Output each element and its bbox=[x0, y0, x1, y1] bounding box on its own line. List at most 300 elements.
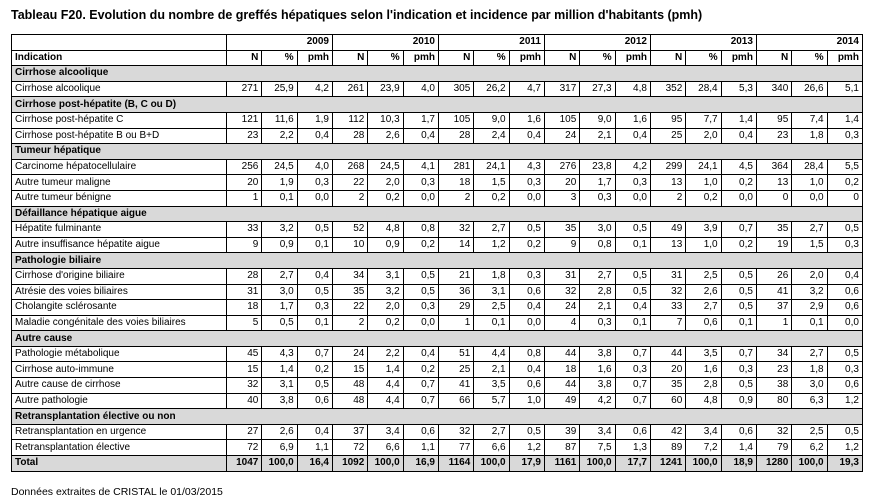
total-value: 1164 bbox=[438, 456, 473, 472]
row-value: 2,7 bbox=[580, 268, 615, 284]
row-value: 1,8 bbox=[792, 362, 827, 378]
row-value: 340 bbox=[756, 81, 791, 97]
row-value: 4,0 bbox=[403, 81, 438, 97]
row-value: 299 bbox=[650, 159, 685, 175]
header-subcol: pmh bbox=[615, 50, 650, 66]
row-value: 6,6 bbox=[474, 440, 509, 456]
row-value: 7 bbox=[650, 315, 685, 331]
row-value: 1,9 bbox=[297, 112, 332, 128]
row-value: 0,0 bbox=[827, 315, 862, 331]
table-row bbox=[12, 378, 863, 394]
row-label: Hépatite fulminante bbox=[12, 222, 227, 238]
row-value: 3 bbox=[544, 190, 579, 206]
row-value: 15 bbox=[332, 362, 367, 378]
row-value: 4,8 bbox=[615, 81, 650, 97]
header-years-row bbox=[12, 35, 863, 51]
total-value: 1161 bbox=[544, 456, 579, 472]
header-subcol: % bbox=[686, 50, 721, 66]
row-value: 9,0 bbox=[474, 112, 509, 128]
row-value: 0,9 bbox=[262, 237, 297, 253]
table-row bbox=[12, 112, 863, 128]
row-value: 305 bbox=[438, 81, 473, 97]
row-value: 0,3 bbox=[403, 300, 438, 316]
row-value: 317 bbox=[544, 81, 579, 97]
header-subcol: pmh bbox=[509, 50, 544, 66]
row-value: 20 bbox=[650, 362, 685, 378]
header-subcol: % bbox=[262, 50, 297, 66]
table-row bbox=[12, 159, 863, 175]
row-value: 0,3 bbox=[509, 268, 544, 284]
table-row bbox=[12, 346, 863, 362]
header-year: 2009 bbox=[227, 35, 333, 51]
row-value: 4,2 bbox=[580, 393, 615, 409]
row-value: 0,0 bbox=[509, 315, 544, 331]
row-value: 0,6 bbox=[686, 315, 721, 331]
row-value: 0,5 bbox=[721, 300, 756, 316]
row-value: 33 bbox=[650, 300, 685, 316]
row-value: 0,0 bbox=[297, 190, 332, 206]
row-value: 2,9 bbox=[792, 300, 827, 316]
row-value: 1,6 bbox=[580, 362, 615, 378]
row-value: 3,8 bbox=[262, 393, 297, 409]
row-value: 0,0 bbox=[792, 190, 827, 206]
row-value: 3,2 bbox=[262, 222, 297, 238]
row-value: 52 bbox=[332, 222, 367, 238]
row-value: 2,0 bbox=[792, 268, 827, 284]
row-value: 0,4 bbox=[615, 128, 650, 144]
row-value: 1,9 bbox=[262, 175, 297, 191]
row-value: 5,7 bbox=[474, 393, 509, 409]
row-value: 35 bbox=[544, 222, 579, 238]
row-value: 2,1 bbox=[474, 362, 509, 378]
group-row bbox=[12, 331, 863, 347]
row-value: 0,3 bbox=[721, 362, 756, 378]
group-row bbox=[12, 144, 863, 160]
table-row bbox=[12, 362, 863, 378]
row-value: 13 bbox=[650, 175, 685, 191]
row-value: 256 bbox=[227, 159, 262, 175]
row-value: 0,1 bbox=[615, 315, 650, 331]
row-value: 2,7 bbox=[474, 222, 509, 238]
row-value: 6,9 bbox=[262, 440, 297, 456]
total-value: 18,9 bbox=[721, 456, 756, 472]
row-value: 31 bbox=[650, 268, 685, 284]
row-value: 32 bbox=[756, 424, 791, 440]
row-value: 0,6 bbox=[403, 424, 438, 440]
row-label: Pathologie métabolique bbox=[12, 346, 227, 362]
row-value: 2,6 bbox=[262, 424, 297, 440]
row-value: 19 bbox=[756, 237, 791, 253]
row-value: 0,0 bbox=[509, 190, 544, 206]
total-value: 1047 bbox=[227, 456, 262, 472]
row-value: 1,0 bbox=[686, 175, 721, 191]
row-value: 0,2 bbox=[686, 190, 721, 206]
row-value: 25 bbox=[438, 362, 473, 378]
row-value: 32 bbox=[227, 378, 262, 394]
row-value: 7,7 bbox=[686, 112, 721, 128]
header-subcol: % bbox=[792, 50, 827, 66]
row-value: 0,5 bbox=[615, 222, 650, 238]
row-value: 60 bbox=[650, 393, 685, 409]
row-value: 49 bbox=[650, 222, 685, 238]
row-value: 3,9 bbox=[686, 222, 721, 238]
table-row bbox=[12, 284, 863, 300]
row-value: 1,2 bbox=[827, 393, 862, 409]
header-subcol: pmh bbox=[827, 50, 862, 66]
row-value: 2,5 bbox=[792, 424, 827, 440]
row-value: 0,5 bbox=[403, 284, 438, 300]
row-value: 261 bbox=[332, 81, 367, 97]
row-value: 41 bbox=[438, 378, 473, 394]
row-value: 72 bbox=[227, 440, 262, 456]
row-value: 0,5 bbox=[721, 378, 756, 394]
row-value: 1,5 bbox=[792, 237, 827, 253]
row-value: 3,5 bbox=[686, 346, 721, 362]
row-value: 32 bbox=[438, 424, 473, 440]
row-value: 0,7 bbox=[721, 346, 756, 362]
row-value: 3,1 bbox=[262, 378, 297, 394]
row-value: 23 bbox=[756, 362, 791, 378]
group-label: Cirrhose alcoolique bbox=[12, 66, 863, 82]
row-value: 0,6 bbox=[297, 393, 332, 409]
header-year: 2013 bbox=[650, 35, 756, 51]
header-subcol: N bbox=[438, 50, 473, 66]
row-value: 23,8 bbox=[580, 159, 615, 175]
row-value: 0,7 bbox=[403, 378, 438, 394]
table-row bbox=[12, 393, 863, 409]
row-value: 13 bbox=[650, 237, 685, 253]
row-value: 2,1 bbox=[580, 128, 615, 144]
row-value: 7,2 bbox=[686, 440, 721, 456]
row-value: 2,5 bbox=[474, 300, 509, 316]
row-value: 0,2 bbox=[297, 362, 332, 378]
row-value: 2,1 bbox=[580, 300, 615, 316]
row-value: 0,5 bbox=[827, 222, 862, 238]
table-row bbox=[12, 128, 863, 144]
row-value: 89 bbox=[650, 440, 685, 456]
row-value: 2,6 bbox=[368, 128, 403, 144]
row-value: 6,2 bbox=[792, 440, 827, 456]
row-label: Maladie congénitale des voies biliaires bbox=[12, 315, 227, 331]
row-value: 105 bbox=[438, 112, 473, 128]
row-value: 1,4 bbox=[721, 112, 756, 128]
table-row bbox=[12, 440, 863, 456]
row-value: 22 bbox=[332, 175, 367, 191]
total-value: 1092 bbox=[332, 456, 367, 472]
row-value: 2,4 bbox=[474, 128, 509, 144]
row-value: 1,7 bbox=[262, 300, 297, 316]
row-value: 21 bbox=[438, 268, 473, 284]
row-value: 44 bbox=[544, 346, 579, 362]
row-value: 0,3 bbox=[827, 237, 862, 253]
group-row bbox=[12, 206, 863, 222]
row-value: 2,7 bbox=[262, 268, 297, 284]
row-label: Carcinome hépatocellulaire bbox=[12, 159, 227, 175]
row-value: 4 bbox=[544, 315, 579, 331]
header-subcol: % bbox=[474, 50, 509, 66]
row-value: 28,4 bbox=[686, 81, 721, 97]
row-value: 0,5 bbox=[827, 346, 862, 362]
row-value: 0,8 bbox=[509, 346, 544, 362]
row-value: 15 bbox=[227, 362, 262, 378]
row-value: 112 bbox=[332, 112, 367, 128]
row-value: 0,6 bbox=[827, 300, 862, 316]
row-value: 0,6 bbox=[615, 424, 650, 440]
row-value: 39 bbox=[544, 424, 579, 440]
total-value: 16,4 bbox=[297, 456, 332, 472]
row-value: 27,3 bbox=[580, 81, 615, 97]
row-value: 35 bbox=[650, 378, 685, 394]
total-label: Total bbox=[12, 456, 227, 472]
row-value: 0,7 bbox=[615, 378, 650, 394]
row-value: 0,3 bbox=[827, 362, 862, 378]
row-value: 22 bbox=[332, 300, 367, 316]
row-value: 3,8 bbox=[580, 378, 615, 394]
table-row bbox=[12, 81, 863, 97]
header-subcol: pmh bbox=[721, 50, 756, 66]
indications-table bbox=[11, 34, 863, 472]
group-row bbox=[12, 66, 863, 82]
row-value: 0,1 bbox=[792, 315, 827, 331]
row-value: 0,2 bbox=[368, 190, 403, 206]
row-value: 0,2 bbox=[509, 237, 544, 253]
row-value: 0,7 bbox=[721, 222, 756, 238]
row-value: 23 bbox=[227, 128, 262, 144]
row-value: 0,5 bbox=[403, 268, 438, 284]
row-value: 9 bbox=[544, 237, 579, 253]
row-value: 26,2 bbox=[474, 81, 509, 97]
row-value: 0,7 bbox=[615, 346, 650, 362]
header-year: 2012 bbox=[544, 35, 650, 51]
row-value: 0,6 bbox=[721, 424, 756, 440]
row-label: Retransplantation en urgence bbox=[12, 424, 227, 440]
row-value: 0,3 bbox=[580, 315, 615, 331]
row-value: 0,6 bbox=[509, 284, 544, 300]
row-value: 0,5 bbox=[509, 424, 544, 440]
row-value: 26,6 bbox=[792, 81, 827, 97]
row-value: 0,3 bbox=[403, 175, 438, 191]
row-value: 0,4 bbox=[297, 128, 332, 144]
row-value: 51 bbox=[438, 346, 473, 362]
row-value: 1,6 bbox=[686, 362, 721, 378]
total-value: 1241 bbox=[650, 456, 685, 472]
row-value: 28 bbox=[227, 268, 262, 284]
row-label: Autre tumeur maligne bbox=[12, 175, 227, 191]
row-value: 3,8 bbox=[580, 346, 615, 362]
row-label: Atrésie des voies biliaires bbox=[12, 284, 227, 300]
row-value: 40 bbox=[227, 393, 262, 409]
row-value: 42 bbox=[650, 424, 685, 440]
row-value: 0,4 bbox=[403, 128, 438, 144]
header-subcol: % bbox=[580, 50, 615, 66]
row-value: 0,4 bbox=[509, 300, 544, 316]
row-value: 1,1 bbox=[403, 440, 438, 456]
row-value: 0,5 bbox=[721, 268, 756, 284]
row-value: 0,7 bbox=[403, 393, 438, 409]
row-value: 23 bbox=[756, 128, 791, 144]
row-value: 41 bbox=[756, 284, 791, 300]
table-title: Tableau F20. Evolution du nombre de greffés hépatiques selon l'indication et incidence par million d'habitants (pmh) bbox=[11, 8, 703, 22]
row-value: 0,3 bbox=[580, 190, 615, 206]
row-value: 3,4 bbox=[686, 424, 721, 440]
row-value: 1,7 bbox=[403, 112, 438, 128]
row-value: 1,4 bbox=[262, 362, 297, 378]
row-value: 28 bbox=[332, 128, 367, 144]
row-value: 1,0 bbox=[509, 393, 544, 409]
row-value: 49 bbox=[544, 393, 579, 409]
row-value: 4,7 bbox=[509, 81, 544, 97]
row-value: 0,9 bbox=[368, 237, 403, 253]
row-value: 4,5 bbox=[721, 159, 756, 175]
header-subcol: N bbox=[756, 50, 791, 66]
row-label: Cirrhose d'origine biliaire bbox=[12, 268, 227, 284]
row-value: 25 bbox=[650, 128, 685, 144]
row-value: 0,2 bbox=[474, 190, 509, 206]
total-value: 100,0 bbox=[474, 456, 509, 472]
total-value: 17,7 bbox=[615, 456, 650, 472]
row-value: 87 bbox=[544, 440, 579, 456]
row-value: 352 bbox=[650, 81, 685, 97]
row-value: 29 bbox=[438, 300, 473, 316]
row-value: 0,4 bbox=[297, 424, 332, 440]
row-value: 0,4 bbox=[297, 268, 332, 284]
row-value: 0,5 bbox=[827, 424, 862, 440]
row-label: Cirrhose post-hépatite C bbox=[12, 112, 227, 128]
row-value: 36 bbox=[438, 284, 473, 300]
row-value: 0,2 bbox=[368, 315, 403, 331]
total-value: 100,0 bbox=[262, 456, 297, 472]
row-value: 0,0 bbox=[721, 190, 756, 206]
row-value: 6,3 bbox=[792, 393, 827, 409]
row-value: 0,3 bbox=[827, 128, 862, 144]
row-value: 3,2 bbox=[368, 284, 403, 300]
row-value: 0,5 bbox=[297, 222, 332, 238]
total-value: 100,0 bbox=[686, 456, 721, 472]
row-value: 0,8 bbox=[403, 222, 438, 238]
total-row bbox=[12, 456, 863, 472]
row-value: 0,2 bbox=[721, 175, 756, 191]
row-value: 0,5 bbox=[509, 222, 544, 238]
row-value: 0,3 bbox=[509, 175, 544, 191]
row-value: 0,0 bbox=[403, 190, 438, 206]
row-value: 3,4 bbox=[580, 424, 615, 440]
row-value: 0,5 bbox=[297, 378, 332, 394]
row-value: 48 bbox=[332, 393, 367, 409]
row-value: 45 bbox=[227, 346, 262, 362]
total-value: 100,0 bbox=[368, 456, 403, 472]
row-value: 9,0 bbox=[580, 112, 615, 128]
row-value: 4,4 bbox=[474, 346, 509, 362]
row-value: 80 bbox=[756, 393, 791, 409]
row-value: 1 bbox=[756, 315, 791, 331]
group-label: Pathologie biliaire bbox=[12, 253, 863, 269]
group-label: Cirrhose post-hépatite (B, C ou D) bbox=[12, 97, 863, 113]
row-value: 5 bbox=[227, 315, 262, 331]
row-value: 2,7 bbox=[686, 300, 721, 316]
row-value: 0,7 bbox=[615, 393, 650, 409]
row-label: Autre tumeur bénigne bbox=[12, 190, 227, 206]
row-value: 2 bbox=[332, 190, 367, 206]
row-value: 79 bbox=[756, 440, 791, 456]
row-value: 2,2 bbox=[368, 346, 403, 362]
row-value: 0,5 bbox=[615, 284, 650, 300]
row-label: Cirrhose post-hépatite B ou B+D bbox=[12, 128, 227, 144]
row-value: 4,2 bbox=[297, 81, 332, 97]
group-row bbox=[12, 97, 863, 113]
row-value: 0,1 bbox=[615, 237, 650, 253]
row-value: 4,3 bbox=[509, 159, 544, 175]
total-value: 17,9 bbox=[509, 456, 544, 472]
row-value: 0,4 bbox=[827, 268, 862, 284]
row-value: 0,4 bbox=[721, 128, 756, 144]
row-value: 2 bbox=[332, 315, 367, 331]
row-value: 26 bbox=[756, 268, 791, 284]
row-value: 18 bbox=[544, 362, 579, 378]
row-value: 4,3 bbox=[262, 346, 297, 362]
row-value: 1,0 bbox=[686, 237, 721, 253]
group-label: Autre cause bbox=[12, 331, 863, 347]
row-value: 24 bbox=[544, 300, 579, 316]
row-value: 0,3 bbox=[297, 300, 332, 316]
row-value: 2,7 bbox=[474, 424, 509, 440]
row-value: 271 bbox=[227, 81, 262, 97]
row-value: 11,6 bbox=[262, 112, 297, 128]
row-value: 13 bbox=[756, 175, 791, 191]
row-value: 2,2 bbox=[262, 128, 297, 144]
row-value: 0,5 bbox=[262, 315, 297, 331]
row-value: 2,0 bbox=[368, 300, 403, 316]
row-value: 1,3 bbox=[615, 440, 650, 456]
row-value: 1,7 bbox=[580, 175, 615, 191]
row-value: 0,2 bbox=[403, 362, 438, 378]
table-row bbox=[12, 190, 863, 206]
header-subcol: pmh bbox=[403, 50, 438, 66]
row-value: 2,6 bbox=[686, 284, 721, 300]
row-value: 2,8 bbox=[580, 284, 615, 300]
header-indication: Indication bbox=[12, 50, 227, 66]
row-value: 24,5 bbox=[368, 159, 403, 175]
row-value: 364 bbox=[756, 159, 791, 175]
row-value: 1,2 bbox=[474, 237, 509, 253]
row-value: 34 bbox=[756, 346, 791, 362]
row-value: 48 bbox=[332, 378, 367, 394]
row-value: 10,3 bbox=[368, 112, 403, 128]
row-label: Autre cause de cirrhose bbox=[12, 378, 227, 394]
total-value: 100,0 bbox=[580, 456, 615, 472]
row-value: 4,4 bbox=[368, 378, 403, 394]
table-row bbox=[12, 222, 863, 238]
row-value: 0,9 bbox=[721, 393, 756, 409]
row-value: 5,3 bbox=[721, 81, 756, 97]
row-value: 44 bbox=[650, 346, 685, 362]
row-value: 1,2 bbox=[509, 440, 544, 456]
row-value: 35 bbox=[756, 222, 791, 238]
row-value: 1,6 bbox=[615, 112, 650, 128]
header-subcol: pmh bbox=[297, 50, 332, 66]
row-value: 0,3 bbox=[297, 175, 332, 191]
row-value: 44 bbox=[544, 378, 579, 394]
row-value: 2 bbox=[650, 190, 685, 206]
row-value: 24,5 bbox=[262, 159, 297, 175]
row-value: 5,5 bbox=[827, 159, 862, 175]
total-value: 16,9 bbox=[403, 456, 438, 472]
row-value: 95 bbox=[650, 112, 685, 128]
row-value: 0,5 bbox=[615, 268, 650, 284]
row-value: 0,4 bbox=[403, 346, 438, 362]
group-label: Défaillance hépatique aigue bbox=[12, 206, 863, 222]
row-value: 0,4 bbox=[509, 128, 544, 144]
row-value: 37 bbox=[332, 424, 367, 440]
